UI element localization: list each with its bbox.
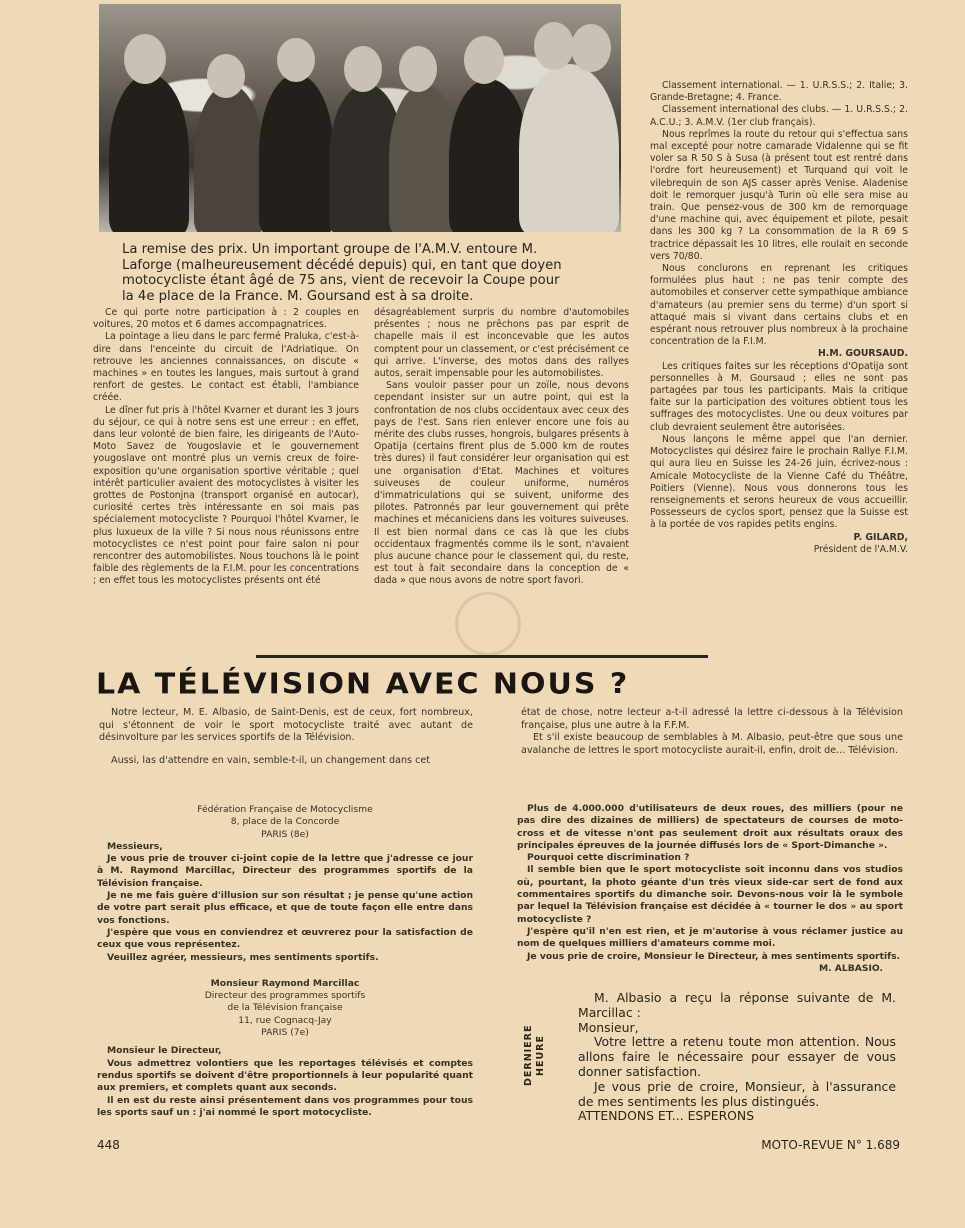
letter-header-line: PARIS (7e) [261,1027,309,1039]
paragraph: Nous reprîmes la route du retour qui s'effectua sans mal excepté pour notre camarade Vidalenne qui se fit voler sa R 50 S à Susa (à présent tout est rentré dans l'ordre fort heureusement) et Turquand qui voit le vilebrequin de son AJS casser après Venise. Aladenise doit le remorquer jusqu'à Turin où elle sera mise au train. Que pensez-vous de 300 km de remorquage d'une machine qui, avec équipement et pilote, pesait dans les 300 kg ? La consommation de la R 69 S tractrice dépassait les 10 litres, elle roulait en seconde vers 70/80. [650,128,908,262]
letter-header-line: Directeur des programmes sportifs [204,990,366,1002]
paragraph: Monsieur, [578,1019,639,1035]
paragraph: Veuillez agréer, messieurs, mes sentiments sportifs. [107,951,379,963]
letter-header-line: 8, place de la Concorde [230,816,340,828]
paragraph: Je vous prie de croire, Monsieur, à l'assurance de mes sentiments les plus distingués. [578,1078,896,1109]
derniere-heure-label [521,1018,546,1088]
paragraph: Je vous prie de trouver ci-joint copie de la lettre que j'adresse ce jour à M. Raymond Marcillac, Directeur des programmes sportifs de la Télévision française. [97,853,473,889]
paragraph: Pourquoi cette discrimination ? [527,852,690,864]
signature-albasio: M. ALBASIO. [818,962,883,974]
letter-header-line: 11, rue Cognacq-Jay [238,1014,332,1026]
photo-prize-ceremony [99,4,621,232]
paragraph: M. Albasio a reçu la réponse suivante de M. Marcillac : [578,990,896,1020]
paragraph: J'espère qu'il n'en est rien, et je m'autorise à vous réclamer justice au nom de quelques milliers d'amateurs comme moi. [517,925,903,950]
paragraph: Plus de 4.000.000 d'utilisateurs de deux roues, des milliers (pour ne pas dire des dizaines de milliers) de spectateurs de courses de moto-cross et de vitesse n'ont pas seulement droit aux résultats oraux des principales épreuves de la journée diffusés lors de « Sport-Dimanche ». [517,803,903,851]
paragraph: Vous admettrez volontiers que les reportages télévisés et comptes rendus sportifs se doivent d'être proportionnels à leur popularité quant aux premiers, et complets quant aux seconds. [97,1057,473,1094]
derniere-text: DERNIERE [523,1024,534,1086]
page-number: 448 [97,1138,120,1152]
paragraph: Nous conclurons en reprenant les critiques formulées plus haut : ne pas tenir compte des automobiles et conserver cette sympathique ambiance d'amateurs (au premier sens du terme) d'un sport si attaqué mais si vivant dans certains clubs et en espérant nous retrouver plus nombreux à la prochaine concentration de la F.I.M. [650,263,908,348]
paragraph: Il en est du reste ainsi présentement dans vos programmes pour tous les sports sauf un : j'ai nommé le sport motocycliste. [97,1094,473,1118]
response-box [578,991,896,1124]
paragraph: Il semble bien que le sport motocycliste soit inconnu dans vos studios où, pourtant, la photo géante d'un très vieux side-car sert de fond aux commentaires sportifs du dimanche soir. Devons-nous voir là le symbole par lequel la Télévision française est décidée à « tourner le dos » au sport motocycliste ? [517,864,903,925]
paragraph: Nous lançons le même appel que l'an dernier. Motocyclistes qui désirez faire le prochain Rallye F.I.M. qui aura lieu en Suisse les 24-26 juin, écrivez-nous : Amicale Motocycliste de la Vienne Café du Théâtre, Poitiers (Vienne). Nous vous donnerons tous les renseignements et serons heureux de vous accueillir. Possesseurs de cyclos sport, pensez que la Suisse est à la portée de vos rapides petits engins. [650,433,908,531]
letter-header-line: PARIS (8e) [261,828,309,840]
section-divider [256,655,708,658]
paragraph: Notre lecteur, M. E. Albasio, de Saint-Denis, est de ceux, fort nombreux, qui s'étonnent de voir le sport motocycliste traité avec autant de désinvolture par les services sportifs de la Télévision. [99,707,473,743]
paragraph: Les critiques faites sur les réceptions d'Opatija sont personnelles à M. Goursaud ; elles ne sont pas partagées par tous les participants. Mais la critique faite sur la participation des voitures obtient tous les suffrages des motocyclistes. Une ou deux voitures par club devraient seulement être autorisées. [650,360,908,433]
letter-ffm [97,804,473,1119]
closing-line: ATTENDONS ET... ESPERONS [578,1108,755,1124]
letter-header-line: de la Télévision française [227,1002,343,1014]
signature-goursaud: H.M. GOURSAUD. [818,348,908,360]
paragraph: Votre lettre a retenu toute mon attention. Nous allons faire le nécessaire pour essayer de vous donner satisfaction. [578,1034,896,1079]
letter-header-line: Fédération Française de Motocyclisme [197,804,373,815]
paragraph: La pointage a lieu dans le parc fermé Praluka, c'est-à-dire dans l'enceinte du circuit de l'Adriatique. On retrouve les anciennes connaissances, on discute « machines » en toutes les langues, mais surtout à grand renfort de gestes. Le contact est établi, l'ambiance créée. [93,331,359,404]
letter-marcillac-continued [517,803,903,975]
watermark-stamp [455,592,521,656]
paragraph: Le dîner fut pris à l'hôtel Kvarner et durant les 3 jours du séjour, ce qui à notre sens est une erreur : en effet, dans leur volonté de bien faire, les dirigeants de l'Auto-Moto Savez de Yougoslavie et le gouvernement yougoslave ont montré plus un vernis creux de foire-exposition qu'une organisation sportive véritable ; quel intérêt particulier avaient des motocyclistes à visiter les grottes de Postonjna (transport organisé en autocar), curiosité certes très intéressante en soi mais pas spécialement motocycliste ? Pourquoi l'hôtel Kvarner, le plus luxueux de la ville ? Si nous nous réunissons entre motocyclistes ce n'est point pour faire salon ni pour rencontrer des automobilistes. Nous touchons là le point faible des règlements de la F.I.M. pour les concentrations ; en effet tous les motocyclistes présents ont été [93,404,359,587]
letter-header-line: Monsieur Raymond Marcillac [210,977,360,989]
paragraph: Sans vouloir passer pour un zoïle, nous devons cependant insister sur un autre point, qui est la confrontation de nos clubs occidentaux avec ceux des pays de l'est. Sans rien enlever encore une fois au mérite des clubs russes, hongrois, bulgares présents à Opatija (certains firent plus de 5.000 km de routes très dures) il faut considérer leur organisation qui est une organisation d'Etat. Machines et voitures suiveuses de couleur uniforme, numéros d'immatriculations qui se suivent, uniforme des pilotes. Patronnés par leur gouvernement qui prête machines et mécaniciens dans les voitures suiveuses. Il est bien normal dans ce cas là que les clubs occidentaux fragmentés comme ils le sont, n'avaient plus aucune chance pour le classement qui, du reste, est tout à fait secondaire dans la conception de « dada » que nous avons de notre sport favori. [374,380,629,587]
paragraph: Ce qui porte notre participation à : 2 couples en voitures, 20 motos et 6 dames accompagnatrices. [93,307,359,331]
paragraph: désagréablement surpris du nombre d'automobiles présentes ; nous ne prêchons pas par esprit de chapelle mais il est inconcevable que les autos comptent pour un classement, or c'est précisément ce qui arrive. L'inverse, des motos dans des rallyes autos, serait impensable pour les automobilistes. [374,307,629,380]
salutation: Monsieur le Directeur, [107,1045,222,1057]
intro-left [99,707,473,767]
article-column-3 [650,80,908,556]
paragraph: Je vous prie de croire, Monsieur le Directeur, à mes sentiments sportifs. [527,950,901,962]
paragraph: Et s'il existe beaucoup de semblables à M. Albasio, peut-être que sous une avalanche de lettres le sport motocycliste aurait-il, enfin, droit de... Télévision. [521,732,903,756]
paragraph: Aussi, las d'attendre en vain, semble-t-il, un changement dans cet [111,754,431,766]
article-column-1 [93,307,359,588]
paragraph: J'espère que vous en conviendrez et œuvrerez pour la satisfaction de ceux que vous représentez. [97,926,473,951]
paragraph: état de chose, notre lecteur a-t-il adressé la lettre ci-dessous à la Télévision française, plus une autre à la F.F.M. [521,707,903,731]
paragraph: Je ne me fais guère d'illusion sur son résultat ; je pense qu'une action de votre part serait plus efficace, et que de toute façon elle entre dans vos fonctions. [97,890,473,926]
heure-text: HEURE [535,1035,546,1076]
signature-gilard: P. GILARD, [853,531,908,543]
signature-title: Président de l'A.M.V. [813,543,908,555]
article-column-2 [374,307,629,588]
paragraph: Classement international. — 1. U.R.S.S.; 2. Italie; 3. Grande-Bretagne; 4. France. [650,80,908,104]
intro-right [521,707,903,757]
magazine-issue: MOTO-REVUE N° 1.689 [761,1138,900,1152]
photo-caption: La remise des prix. Un important groupe de l'A.M.V. entoure M. Laforge (malheureusement décédé depuis) qui, en tant que doyen motocycliste étant âgé de 75 ans, vient de recevoir la Coupe pour la 4e place de la France. M. Goursand est à sa droite. [122,242,562,304]
salutation: Messieurs, [107,840,163,852]
paragraph: Classement international des clubs. — 1. U.R.S.S.; 2. A.C.U.; 3. A.M.V. (1er club français). [650,104,908,128]
headline: LA TÉLÉVISION AVEC NOUS ? [96,667,630,702]
